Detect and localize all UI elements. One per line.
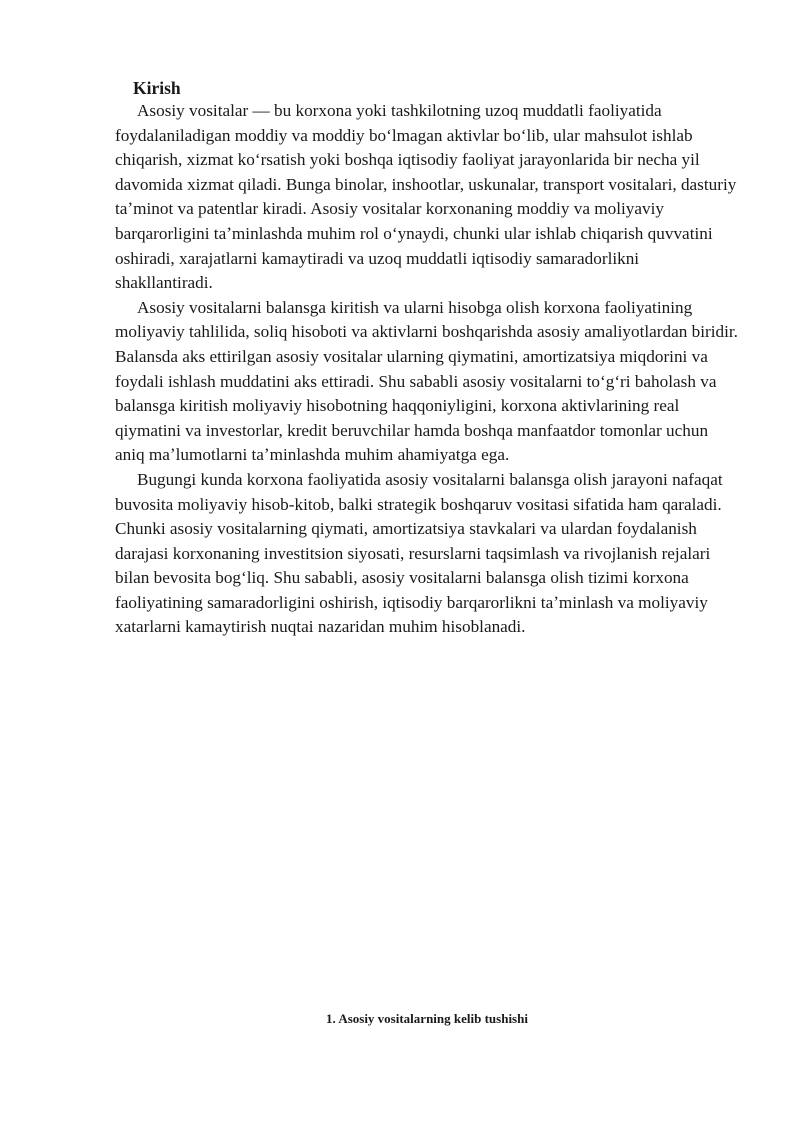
paragraph-2: Asosiy vositalarni balansga kiritish va ularni hisobga olish korxona faoliyatining moliyaviy tahlilida, soliq hisoboti va aktivlarni boshqarishda asosiy amaliyotlardan biridir. Balansda aks ettirilgan asosiy vositalar ularning qiymatini, amortizatsiya miqdorini va foydali ishlash muddatini aks ettiradi. Shu sababli asosiy vositalarni toʻgʻri baholash va balansga kiritish moliyaviy hisobotning haqqoniyligini, korxona aktivlarining real qiymatini va investorlar, kredit beruvchilar hamda boshqa manfaatdor tomonlar uchun aniq maʼlumotlarni taʼminlashda muhim ahamiyatga ega. [115,297,738,465]
paragraph-1: Asosiy vositalar — bu korxona yoki tashkilotning uzoq muddatli faoliyatida foydalaniladigan moddiy va moddiy boʻlmagan aktivlar boʻlib, ular mahsulot ishlab chiqarish, xizmat koʻrsatish yoki boshqa iqtisodiy faoliyat jarayonlarida bir necha yil davomida xizmat qiladi. Bunga binolar, inshootlar, uskunalar, transport vositalari, dasturiy taʼminot va patentlar kiradi. Asosiy vositalar korxonaning moddiy va moliyaviy barqarorligini taʼminlashda muhim rol oʻynaydi, chunki ular ishlab chiqarish quvvatini oshiradi, xarajatlarni kamaytiradi va uzoq muddatli iqtisodiy samaradorlikni shakllantiradi. [115,101,737,293]
section-heading: Kirish [133,78,181,98]
chapter-title: 1. Asosiy vositalarning kelib tushishi [326,1011,528,1026]
paragraph-3: Bugungi kunda korxona faoliyatida asosiy vositalarni balansga olish jarayoni nafaqat buvosita moliyaviy hisob-kitob, balki strategik boshqaruv vositasi sifatida ham qaraladi. Chunki asosiy vositalarning qiymati, amortizatsiya stavkalari va ulardan foydalanish darajasi korxonaning investitsion siyosati, resurslarni taqsimlash va rivojlanish rejalari bilan bevosita bogʻliq. Shu sababli, asosiy vositalarni balansga olish tizimi korxona faoliyatining samaradorligini oshirish, iqtisodiy barqarorlikni taʼminlash va moliyaviy xatarlarni kamaytirish nuqtai nazaridan muhim hisoblanadi. [115,469,723,637]
body-text [115,99,740,640]
